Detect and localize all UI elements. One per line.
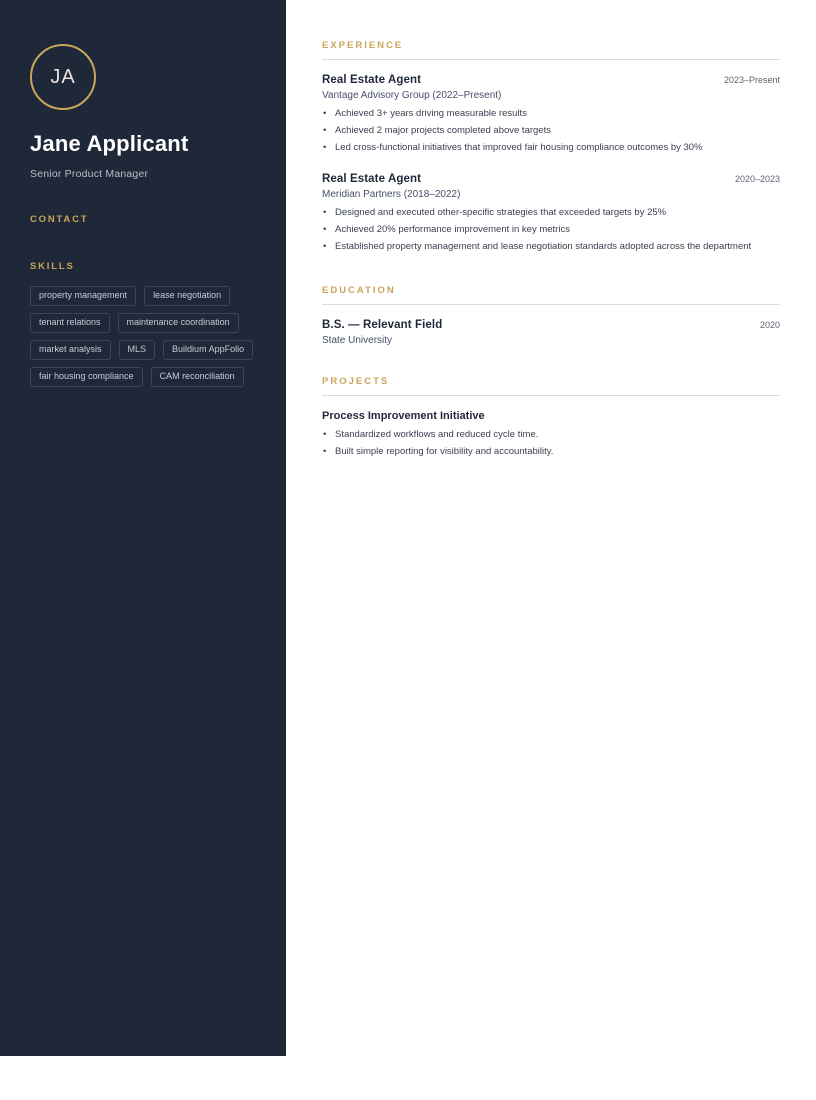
sidebar	[0, 0, 286, 1056]
entry-bullets	[322, 205, 780, 256]
bullet-item: • Achieved 20% performance improvement in key metrics	[322, 222, 780, 239]
experience-entry	[322, 74, 780, 157]
experience-section	[322, 40, 780, 255]
contact-section	[30, 214, 256, 225]
entry-date: 2023–Present	[723, 75, 780, 85]
project-name: Process Improvement Initiative	[322, 410, 485, 423]
skill-chip: maintenance coordination	[118, 313, 239, 333]
bullet-item: • Standardized workflows and reduced cycle time.	[322, 427, 780, 444]
entry-date: 2020–2023	[734, 173, 780, 184]
skill-chip: tenant relations	[30, 313, 110, 333]
main-column	[322, 40, 780, 491]
skills-chip-list	[30, 286, 256, 387]
entry-company: Vantage Advisory Group (2022–Present)	[322, 90, 502, 101]
skill-chip: property management	[30, 286, 136, 306]
project-bullets	[322, 427, 780, 461]
avatar	[30, 44, 96, 110]
education-heading: EDUCATION	[322, 285, 396, 297]
entry-header	[322, 173, 780, 185]
education-entries	[322, 319, 780, 346]
experience-entries	[322, 74, 780, 255]
projects-section	[322, 376, 780, 461]
entry-role: Real Estate Agent	[322, 172, 422, 185]
candidate-headline: Senior Product Manager	[30, 168, 149, 181]
experience-entry	[322, 173, 780, 256]
skill-chip: Buildium AppFolio	[163, 340, 253, 360]
section-divider	[322, 304, 780, 305]
bullet-item: • Achieved 2 major projects completed above targets	[322, 123, 780, 140]
entry-header	[322, 319, 780, 331]
projects-heading: PROJECTS	[322, 376, 390, 388]
entry-bullets	[322, 106, 780, 157]
experience-heading: EXPERIENCE	[322, 40, 404, 51]
bullet-item: • Led cross-functional initiatives that improved fair housing compliance outcomes by 30%	[322, 140, 780, 157]
candidate-name: Jane Applicant	[30, 131, 189, 156]
skill-chip: MLS	[119, 340, 156, 360]
skills-heading: SKILLS	[30, 261, 75, 273]
skills-section	[30, 261, 256, 387]
projects-entries	[322, 410, 780, 461]
education-section	[322, 285, 780, 346]
contact-heading: CONTACT	[30, 214, 89, 226]
section-divider	[322, 395, 780, 396]
bullet-item: • Established property management and lease negotiation standards adopted across the department	[322, 239, 780, 256]
entry-company: Meridian Partners (2018–2022)	[322, 188, 461, 200]
bullet-item: • Built simple reporting for visibility and accountability.	[322, 444, 780, 461]
entry-date: 2020	[759, 320, 780, 331]
skill-chip: lease negotiation	[144, 286, 230, 306]
entry-degree: B.S. — Relevant Field	[322, 319, 443, 332]
avatar-initials: JA	[50, 65, 76, 88]
skill-chip: market analysis	[30, 340, 111, 360]
entry-school: State University	[322, 335, 393, 347]
education-entry	[322, 319, 780, 346]
bullet-item: • Designed and executed other-specific strategies that exceeded targets by 25%	[322, 205, 780, 222]
skill-chip: fair housing compliance	[30, 367, 143, 387]
skill-chip: CAM reconciliation	[151, 367, 244, 387]
section-divider	[322, 59, 780, 60]
project-entry	[322, 410, 780, 461]
bullet-item: • Achieved 3+ years driving measurable results	[322, 106, 780, 123]
entry-header	[322, 74, 780, 86]
entry-role: Real Estate Agent	[322, 74, 422, 86]
